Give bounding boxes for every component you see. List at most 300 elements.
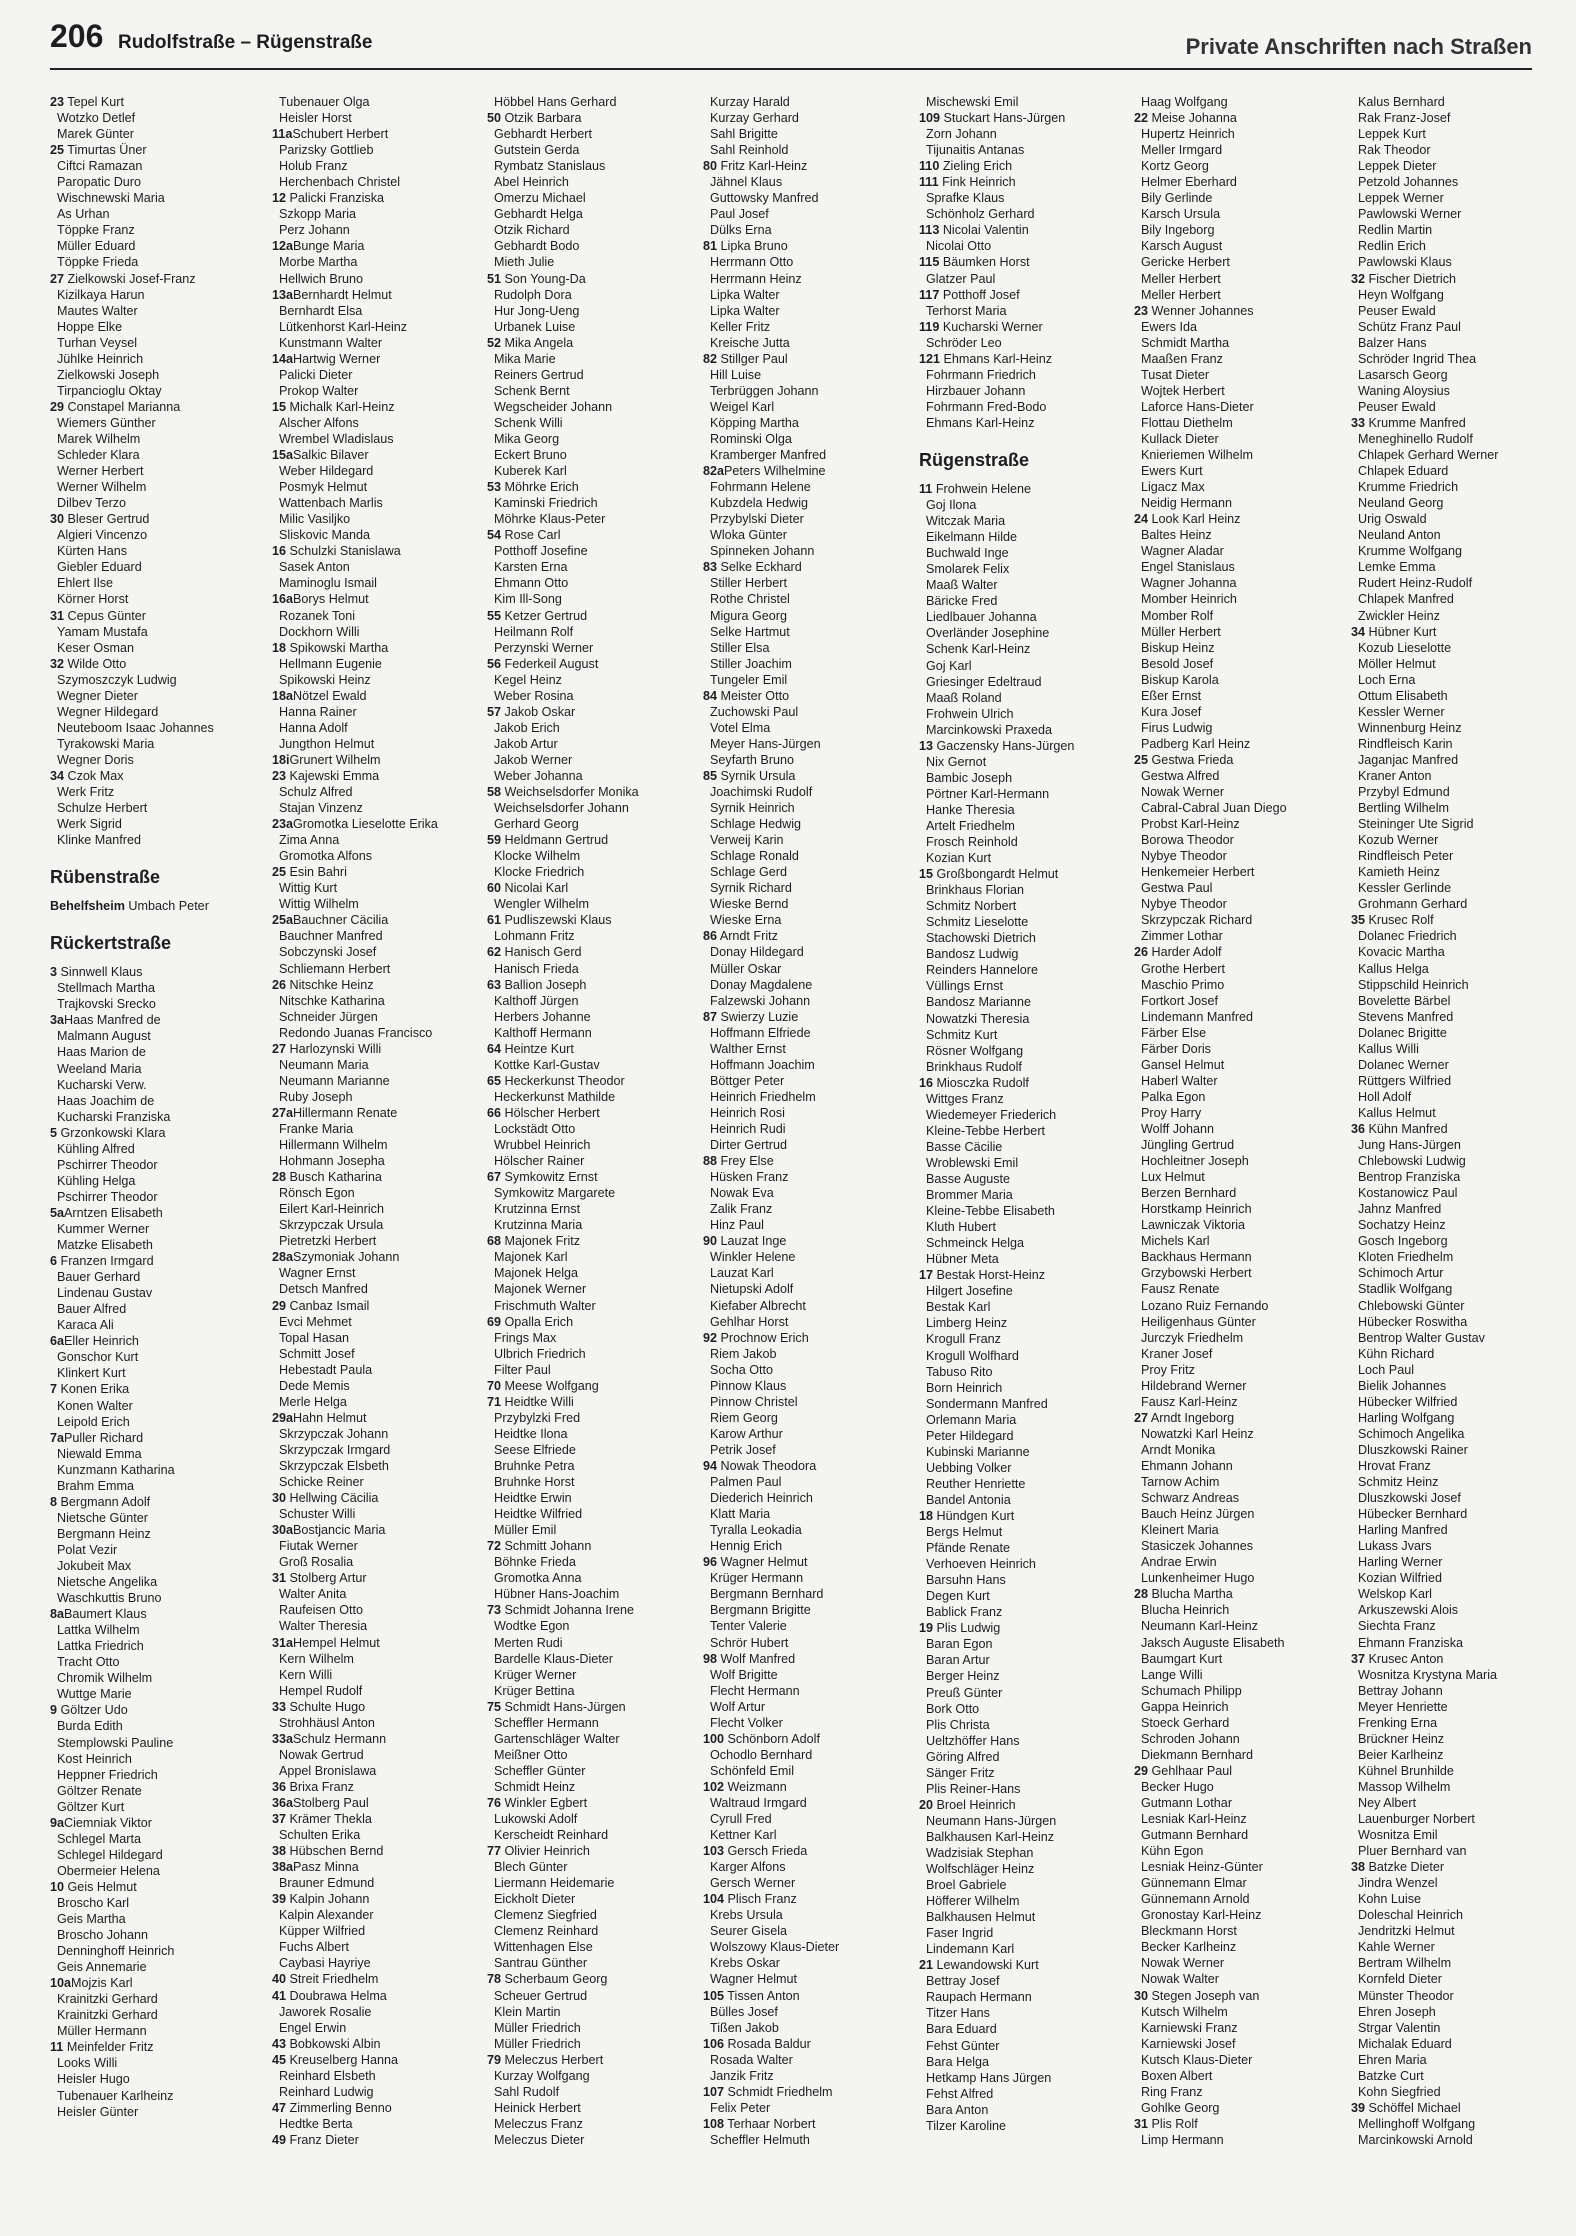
resident-name: Heckerkunst Theodor	[504, 1073, 625, 1088]
resident-name: Bergmann Adolf	[60, 1494, 151, 1509]
resident-name: Czok Max	[67, 768, 124, 783]
directory-entry	[1351, 447, 1563, 463]
resident-name: Werner Wilhelm	[57, 480, 147, 495]
directory-entry	[50, 1109, 262, 1125]
directory-entry	[1351, 287, 1563, 303]
directory-entry	[1134, 1939, 1346, 1955]
directory-entry	[1351, 1554, 1563, 1570]
resident-name: Balkhausen Karl-Heinz	[926, 1829, 1055, 1844]
resident-name: Sobczynski Josef	[279, 945, 377, 960]
directory-entry	[703, 608, 915, 624]
resident-name: Hinz Paul	[710, 1218, 764, 1233]
directory-entry	[703, 1089, 915, 1105]
resident-name: Syrnik Richard	[710, 881, 792, 896]
resident-name: Schmitz Lieselotte	[926, 915, 1029, 930]
resident-name: Syrnik Heinrich	[710, 801, 795, 816]
resident-name: Schröder Leo	[926, 335, 1002, 350]
resident-name: Reinhard Elsbeth	[279, 2068, 376, 2083]
directory-entry	[50, 431, 262, 447]
directory-entry	[50, 672, 262, 688]
resident-name: Raupach Hermann	[926, 1990, 1032, 2005]
resident-name: Wojtek Herbert	[1141, 383, 1225, 398]
house-number: 119	[919, 319, 940, 334]
resident-name: Spikowski Martha	[289, 640, 389, 655]
directory-entry	[50, 1157, 262, 1173]
resident-name: Wodtke Egon	[494, 1619, 570, 1634]
directory-entry	[50, 768, 262, 784]
directory-entry	[1351, 254, 1563, 270]
directory-entry	[487, 543, 699, 559]
directory-entry	[272, 1153, 484, 1169]
directory-entry	[50, 254, 262, 270]
directory-entry	[272, 688, 484, 704]
directory-entry	[703, 1570, 915, 1586]
directory-entry	[272, 2100, 484, 2116]
directory-entry	[1134, 2036, 1346, 2052]
directory-entry	[50, 142, 262, 158]
resident-name: Keser Osman	[57, 640, 134, 655]
directory-entry	[703, 928, 915, 944]
resident-name: Hübner Meta	[926, 1252, 999, 1267]
directory-entry	[1134, 319, 1346, 335]
directory-entry	[487, 1121, 699, 1137]
directory-entry	[703, 1875, 915, 1891]
resident-name: Maaß Roland	[926, 690, 1002, 705]
resident-name: Zima Anna	[279, 833, 340, 848]
directory-entry	[1351, 1153, 1563, 1169]
directory-entry	[50, 1542, 262, 1558]
resident-name: Heidtke Erwin	[494, 1491, 572, 1506]
house-number: 25	[272, 865, 287, 880]
directory-entry	[1351, 1747, 1563, 1763]
resident-name: Heinick Herbert	[494, 2100, 581, 2115]
resident-name: Probst Karl-Heinz	[1141, 817, 1240, 832]
resident-name: Backhaus Hermann	[1141, 1250, 1252, 1265]
house-number: 121	[919, 351, 941, 366]
directory-entry	[703, 1554, 915, 1570]
directory-entry	[487, 624, 699, 640]
house-number: 84	[703, 688, 718, 703]
directory-entry	[272, 1185, 484, 1201]
resident-name: Harling Werner	[1358, 1555, 1443, 1570]
directory-entry	[703, 1458, 915, 1474]
resident-name: Lockstädt Otto	[494, 1122, 576, 1136]
resident-name: Grzonkowski Klara	[60, 1125, 166, 1140]
resident-name: Raufeisen Otto	[279, 1603, 364, 1618]
resident-name: Körner Horst	[57, 592, 129, 607]
resident-name: Wiemers Günther	[57, 415, 156, 430]
resident-name: Becker Hugo	[1141, 1779, 1214, 1794]
resident-name: Selke Eckhard	[720, 560, 802, 575]
resident-name: Kalus Bernhard	[1358, 95, 1445, 109]
resident-name: Skrzypczak Richard	[1141, 913, 1253, 928]
resident-name: Fehst Günter	[926, 2038, 1000, 2053]
directory-entry	[1351, 351, 1563, 367]
resident-name: Evci Mehmet	[279, 1314, 352, 1329]
resident-name: Rindfleisch Peter	[1358, 849, 1454, 864]
resident-name: Jokubeit Max	[57, 1558, 132, 1573]
resident-name: Cyrull Fred	[710, 1812, 772, 1827]
resident-name: Bablick Franz	[926, 1605, 1003, 1620]
house-number: 30	[1134, 1988, 1149, 2003]
directory-entry	[1351, 1314, 1563, 1330]
directory-entry	[50, 720, 262, 736]
directory-entry	[487, 1522, 699, 1538]
directory-entry	[272, 383, 484, 399]
resident-name: Wenner Johannes	[1151, 303, 1254, 318]
resident-name: Kühling Helga	[57, 1173, 136, 1188]
resident-name: Heinrich Friedhelm	[710, 1089, 816, 1104]
directory-entry	[272, 1747, 484, 1763]
directory-entry	[272, 447, 484, 463]
directory-entry	[703, 591, 915, 607]
directory-entry	[703, 1923, 915, 1939]
directory-entry	[919, 1219, 1131, 1235]
house-number: 31	[50, 608, 65, 623]
directory-entry	[919, 1524, 1131, 1540]
directory-entry	[272, 1827, 484, 1843]
resident-name: Franz Dieter	[289, 2132, 359, 2147]
resident-name: Bettray Josef	[926, 1974, 1000, 1989]
resident-name: Schönborn Adolf	[727, 1731, 820, 1746]
resident-name: Griesinger Edeltraud	[926, 674, 1042, 689]
resident-name: Müller Friedrich	[494, 2020, 581, 2035]
directory-entry	[487, 672, 699, 688]
resident-name: Kovacic Martha	[1358, 945, 1445, 960]
resident-name: Plis Reiner-Hans	[926, 1781, 1021, 1796]
resident-name: Fohrmann Fred-Bodo	[926, 399, 1047, 414]
directory-entry	[272, 1667, 484, 1683]
directory-entry	[272, 993, 484, 1009]
resident-name: Spikowski Heinz	[279, 672, 371, 687]
resident-name: Hoppe Elke	[57, 319, 123, 334]
resident-name: Kohn Luise	[1358, 1892, 1422, 1907]
resident-name: Weber Hildegard	[279, 464, 374, 479]
resident-name: Lesniak Heinz-Günter	[1141, 1860, 1263, 1875]
resident-name: Zuchowski Paul	[710, 704, 799, 719]
directory-entry	[1134, 158, 1346, 174]
directory-entry	[487, 1249, 699, 1265]
resident-name: Holl Adolf	[1358, 1089, 1412, 1104]
directory-entry	[1134, 1410, 1346, 1426]
directory-entry	[272, 1522, 484, 1538]
house-number: 54	[487, 528, 502, 543]
directory-entry	[919, 335, 1131, 351]
resident-name: Redlin Martin	[1358, 223, 1433, 238]
house-number: 49	[272, 2132, 287, 2147]
house-number: 83	[703, 560, 718, 575]
house-number: 75	[487, 1699, 502, 1714]
directory-entry	[1351, 1859, 1563, 1875]
resident-name: Majonek Werner	[494, 1282, 587, 1297]
resident-name: Günnemann Elmar	[1141, 1876, 1247, 1891]
house-number: 23a	[272, 817, 294, 832]
directory-entry	[919, 1797, 1131, 1813]
resident-name: Bruhnke Horst	[494, 1475, 575, 1490]
resident-name: Höbbel Hans Gerhard	[494, 95, 617, 109]
directory-entry	[272, 1265, 484, 1281]
directory-entry	[487, 1089, 699, 1105]
directory-entry	[1351, 1875, 1563, 1891]
house-number: 27	[1134, 1410, 1149, 1425]
directory-entry	[487, 110, 699, 126]
directory-entry	[1134, 1105, 1346, 1121]
house-number: 30a	[272, 1523, 294, 1538]
directory-entry	[1351, 1939, 1563, 1955]
resident-name: Bauchner Manfred	[279, 929, 383, 944]
resident-name: Rothe Christel	[710, 592, 790, 607]
resident-name: Gebhardt Bodo	[494, 239, 580, 254]
house-number: 38	[1351, 1860, 1366, 1875]
resident-name: Pluer Bernhard van	[1358, 1844, 1467, 1859]
directory-entry	[487, 832, 699, 848]
resident-name: Fink Heinrich	[942, 175, 1016, 190]
directory-column-5	[919, 94, 1131, 2134]
resident-name: Bork Otto	[926, 1701, 980, 1716]
directory-entry	[50, 1895, 262, 1911]
directory-entry	[487, 142, 699, 158]
resident-name: Konen Erika	[60, 1382, 130, 1397]
house-number: 55	[487, 608, 502, 623]
resident-name: Caybasi Hayriye	[279, 1956, 371, 1971]
directory-entry	[703, 495, 915, 511]
resident-name: Palka Egon	[1141, 1089, 1206, 1104]
directory-entry	[50, 287, 262, 303]
resident-name: Zimmerling Benno	[289, 2100, 392, 2115]
resident-name: Fuchs Albert	[279, 1940, 349, 1955]
resident-name: Kubinski Marianne	[926, 1444, 1030, 1459]
resident-name: Jakob Artur	[494, 736, 558, 751]
resident-name: Opalla Erich	[504, 1314, 574, 1329]
resident-name: Welskop Karl	[1358, 1587, 1432, 1602]
directory-entry	[272, 1683, 484, 1699]
directory-entry	[919, 738, 1131, 754]
resident-name: Leppek Kurt	[1358, 127, 1426, 142]
house-number: 33	[272, 1699, 287, 1714]
directory-entry	[487, 977, 699, 993]
directory-entry	[1351, 1394, 1563, 1410]
directory-entry	[50, 1494, 262, 1510]
directory-entry	[703, 2052, 915, 2068]
house-number: 102	[703, 1779, 725, 1794]
directory-entry	[1351, 1699, 1563, 1715]
resident-name: Kraner Anton	[1358, 768, 1432, 783]
resident-name: Baran Egon	[926, 1637, 993, 1652]
directory-entry	[703, 704, 915, 720]
resident-name: Hellwing Cäcilia	[289, 1491, 379, 1506]
directory-entry	[1351, 800, 1563, 816]
resident-name: Dolanec Brigitte	[1358, 1025, 1447, 1040]
house-number: 25a	[272, 913, 294, 928]
resident-name: Petrik Josef	[710, 1442, 776, 1457]
directory-entry	[1351, 1025, 1563, 1041]
directory-entry	[1351, 1522, 1563, 1538]
directory-entry	[919, 866, 1131, 882]
house-number: 85	[703, 768, 718, 783]
resident-name: Hündgen Kurt	[936, 1508, 1015, 1523]
directory-entry	[1134, 800, 1346, 816]
directory-entry	[703, 575, 915, 591]
resident-name: Jakob Oskar	[504, 704, 576, 719]
directory-entry	[1134, 720, 1346, 736]
resident-name: Göltzer Udo	[60, 1703, 128, 1718]
resident-name: Yamam Mustafa	[57, 624, 148, 639]
directory-entry	[1351, 1089, 1563, 1105]
directory-entry	[1134, 1843, 1346, 1859]
resident-name: Grohmann Gerhard	[1358, 897, 1468, 912]
directory-entry	[919, 497, 1131, 513]
directory-entry	[1351, 383, 1563, 399]
directory-entry	[50, 608, 262, 624]
directory-entry	[919, 1845, 1131, 1861]
resident-name: Dolanec Werner	[1358, 1057, 1449, 1072]
resident-name: Tyralla Leokadia	[710, 1523, 802, 1538]
directory-entry	[50, 1526, 262, 1542]
directory-entry	[50, 2023, 262, 2039]
resident-name: Bernhardt Helmut	[293, 287, 392, 302]
resident-name: Walther Ernst	[710, 1041, 786, 1056]
directory-entry	[703, 1747, 915, 1763]
directory-entry	[272, 977, 484, 993]
directory-entry	[272, 896, 484, 912]
directory-entry	[919, 174, 1131, 190]
directory-entry	[703, 1105, 915, 1121]
directory-entry	[1351, 1249, 1563, 1265]
resident-name: Ottum Elisabeth	[1358, 688, 1448, 703]
resident-name: Sinnwell Klaus	[60, 965, 143, 980]
resident-name: Klatt Maria	[710, 1507, 771, 1522]
directory-entry	[703, 1602, 915, 1618]
directory-entry	[703, 142, 915, 158]
directory-entry	[50, 110, 262, 126]
directory-entry	[1134, 174, 1346, 190]
resident-name: Strgar Valentin	[1358, 2020, 1441, 2035]
directory-entry	[50, 1590, 262, 1606]
resident-name: Hübschen Bernd	[289, 1844, 384, 1859]
resident-name: Maschio Primo	[1141, 977, 1225, 992]
resident-name: Waning Aloysius	[1358, 383, 1450, 398]
resident-name: Waschkuttis Bruno	[57, 1591, 162, 1606]
directory-entry	[919, 561, 1131, 577]
resident-name: Bernhardt Elsa	[279, 303, 363, 318]
resident-name: Hohmann Josepha	[279, 1154, 385, 1169]
directory-entry	[1351, 1731, 1563, 1747]
directory-entry	[50, 1847, 262, 1863]
directory-entry	[703, 1265, 915, 1281]
resident-name: Mautes Walter	[57, 303, 138, 318]
directory-entry	[1134, 463, 1346, 479]
resident-name: Fehst Alfred	[926, 2086, 994, 2101]
resident-name: Krusec Rolf	[1368, 913, 1434, 928]
resident-name: Schwarz Andreas	[1141, 1491, 1240, 1506]
resident-name: Beier Karlheinz	[1358, 1747, 1444, 1762]
street-heading: Rückertstraße	[50, 933, 172, 954]
directory-entry	[272, 1281, 484, 1297]
resident-name: Krüger Werner	[494, 1667, 577, 1682]
directory-entry	[703, 832, 915, 848]
resident-name: Krogull Franz	[926, 1332, 1001, 1347]
directory-entry	[919, 1444, 1131, 1460]
resident-name: Eckert Bruno	[494, 448, 567, 463]
directory-entry	[50, 2071, 262, 2087]
page-header	[50, 18, 1532, 64]
resident-name: Dilbev Terzo	[57, 496, 127, 511]
resident-name: Cepus Günter	[67, 608, 146, 623]
resident-name: Krainitzki Gerhard	[57, 1992, 158, 2007]
resident-name: Bauer Alfred	[57, 1302, 127, 1317]
directory-entry	[1134, 1554, 1346, 1570]
directory-entry	[1351, 1009, 1563, 1025]
resident-name: Wosnitza Krystyna Maria	[1358, 1667, 1498, 1682]
resident-name: Hölscher Herbert	[504, 1105, 600, 1120]
resident-name: Leppek Werner	[1358, 191, 1444, 206]
resident-name: Tubenauer Olga	[279, 95, 370, 109]
house-number: 16a	[272, 592, 294, 607]
directory-entry	[1134, 912, 1346, 928]
resident-name: Krumme Friedrich	[1358, 480, 1459, 495]
directory-entry	[919, 126, 1131, 142]
resident-name: Schicke Reiner	[279, 1475, 364, 1490]
resident-name: Gromotka Anna	[494, 1571, 582, 1586]
resident-name: Brinkhaus Florian	[926, 883, 1024, 898]
resident-name: Bara Helga	[926, 2054, 990, 2069]
directory-entry	[1351, 1843, 1563, 1859]
directory-entry	[703, 1153, 915, 1169]
directory-entry	[919, 481, 1131, 497]
resident-name: Keller Fritz	[710, 319, 771, 334]
directory-entry	[919, 1941, 1131, 1957]
directory-entry	[919, 1989, 1131, 2005]
resident-name: Arndt Ingeborg	[1150, 1410, 1235, 1425]
resident-name: Brahm Emma	[57, 1478, 134, 1493]
directory-entry	[272, 1651, 484, 1667]
resident-name: Werk Sigrid	[57, 817, 122, 832]
resident-name: Hübecker Wilfried	[1358, 1394, 1458, 1409]
page-number: 206	[50, 18, 104, 54]
directory-entry	[50, 319, 262, 335]
resident-name: Topal Hasan	[279, 1330, 350, 1345]
resident-name: Fausz Karl-Heinz	[1141, 1394, 1238, 1409]
directory-entry	[1351, 848, 1563, 864]
resident-name: Brommer Maria	[926, 1188, 1013, 1203]
house-number: 68	[487, 1234, 502, 1249]
directory-entry	[50, 158, 262, 174]
section-title: Private Anschriften nach Straßen	[1185, 34, 1532, 59]
directory-entry	[50, 1221, 262, 1237]
directory-entry	[272, 559, 484, 575]
directory-entry	[919, 930, 1131, 946]
directory-entry	[1134, 1699, 1346, 1715]
resident-name: Wittenhagen Else	[494, 1940, 593, 1955]
resident-name: Loch Erna	[1358, 672, 1416, 687]
resident-name: Meleczus Dieter	[494, 2132, 585, 2147]
resident-name: Meleczus Franz	[494, 2116, 583, 2131]
house-number: 30	[272, 1491, 287, 1506]
resident-name: Potthoff Josef	[942, 287, 1020, 302]
resident-name: Mika Marie	[494, 351, 556, 366]
resident-name: Wieske Erna	[710, 913, 782, 928]
resident-name: Heisler Günter	[57, 2104, 139, 2119]
directory-entry	[1134, 254, 1346, 270]
directory-column-7	[1351, 94, 1563, 2148]
directory-entry	[487, 190, 699, 206]
directory-entry	[50, 1301, 262, 1317]
resident-name: Joachimski Rudolf	[710, 785, 813, 800]
resident-name: Jakob Werner	[494, 752, 573, 767]
directory-entry	[1134, 94, 1346, 110]
directory-entry	[1134, 142, 1346, 158]
directory-entry	[1134, 2132, 1346, 2148]
